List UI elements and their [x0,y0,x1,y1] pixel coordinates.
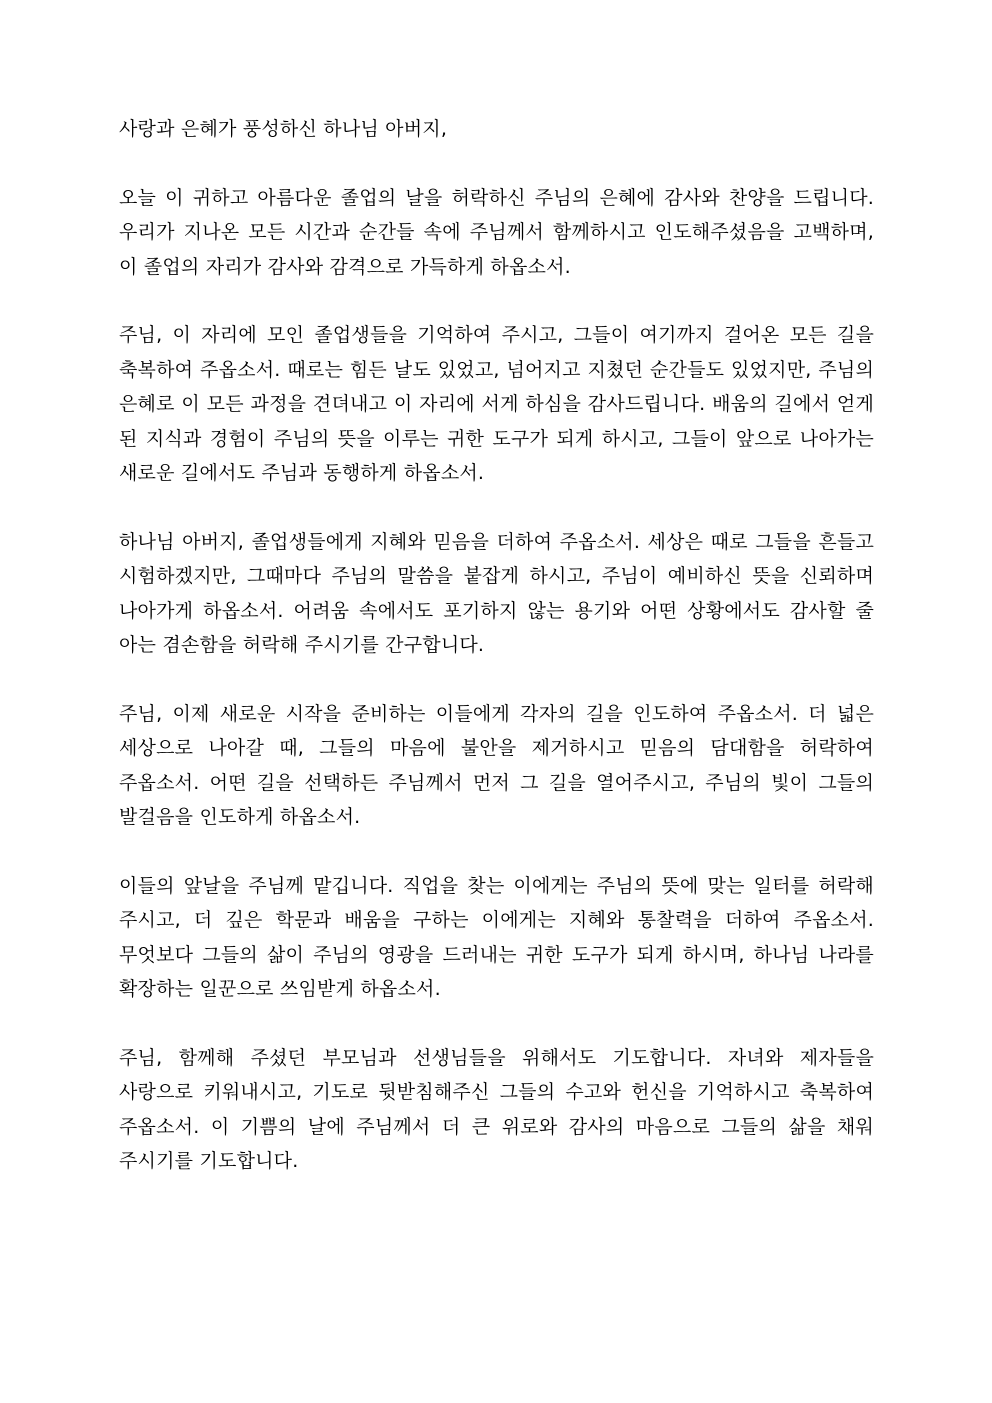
paragraph: 주님, 함께해 주셨던 부모님과 선생님들을 위해서도 기도합니다. 자녀와 제자들을 사랑으로 키워내시고, 기도로 뒷받침해주신 그들의 수고와 헌신을 기억하시고 축복하여 주옵소서. 이 기쁨의 날에 주님께서 더 큰 위로와 감사의 마음으로 그들의 삶을 채워 주시기를 기도합니다. [119,1046,874,1172]
paragraph: 주님, 이제 새로운 시작을 준비하는 이들에게 각자의 길을 인도하여 주옵소서. 더 넓은 세상으로 나아갈 때, 그들의 마음에 불안을 제거하시고 믿음의 담대함을 허락하여 주옵소서. 어떤 길을 선택하든 주님께서 먼저 그 길을 열어주시고, 주님의 빛이 그들의 발걸음을 인도하게 하옵소서. [119,702,874,828]
paragraph: 주님, 이 자리에 모인 졸업생들을 기억하여 주시고, 그들이 여기까지 걸어온 모든 길을 축복하여 주옵소서. 때로는 힘든 날도 있었고, 넘어지고 지쳤던 순간들도 있었지만, 주님의 은혜로 이 모든 과정을 견뎌내고 이 자리에 서게 하심을 감사드립니다. 배움의 길에서 얻게 된 지식과 경험이 주님의 뜻을 이루는 귀한 도구가 되게 하시고, 그들이 앞으로 나아가는 새로운 길에서도 주님과 동행하게 하옵소서. [119,324,874,484]
prayer-text [119,112,874,1213]
paragraph: 오늘 이 귀하고 아름다운 졸업의 날을 허락하신 주님의 은혜에 감사와 찬양을 드립니다. 우리가 지나온 모든 시간과 순간들 속에 주님께서 함께하시고 인도해주셨음을 고백하며, 이 졸업의 자리가 감사와 감격으로 가득하게 하옵소서. [119,186,874,278]
paragraph: 이들의 앞날을 주님께 맡깁니다. 직업을 찾는 이에게는 주님의 뜻에 맞는 일터를 허락해 주시고, 더 깊은 학문과 배움을 구하는 이에게는 지혜와 통찰력을 더하여 주옵소서. 무엇보다 그들의 삶이 주님의 영광을 드러내는 귀한 도구가 되게 하시며, 하나님 나라를 확장하는 일꾼으로 쓰임받게 하옵소서. [119,874,874,1000]
paragraph: 하나님 아버지, 졸업생들에게 지혜와 믿음을 더하여 주옵소서. 세상은 때로 그들을 흔들고 시험하겠지만, 그때마다 주님의 말씀을 붙잡게 하시고, 주님이 예비하신 뜻을 신뢰하며 나아가게 하옵소서. 어려움 속에서도 포기하지 않는 용기와 어떤 상황에서도 감사할 줄 아는 겸손함을 허락해 주시기를 간구합니다. [119,530,874,656]
greeting-paragraph: 사랑과 은혜가 풍성하신 하나님 아버지, [119,118,448,140]
